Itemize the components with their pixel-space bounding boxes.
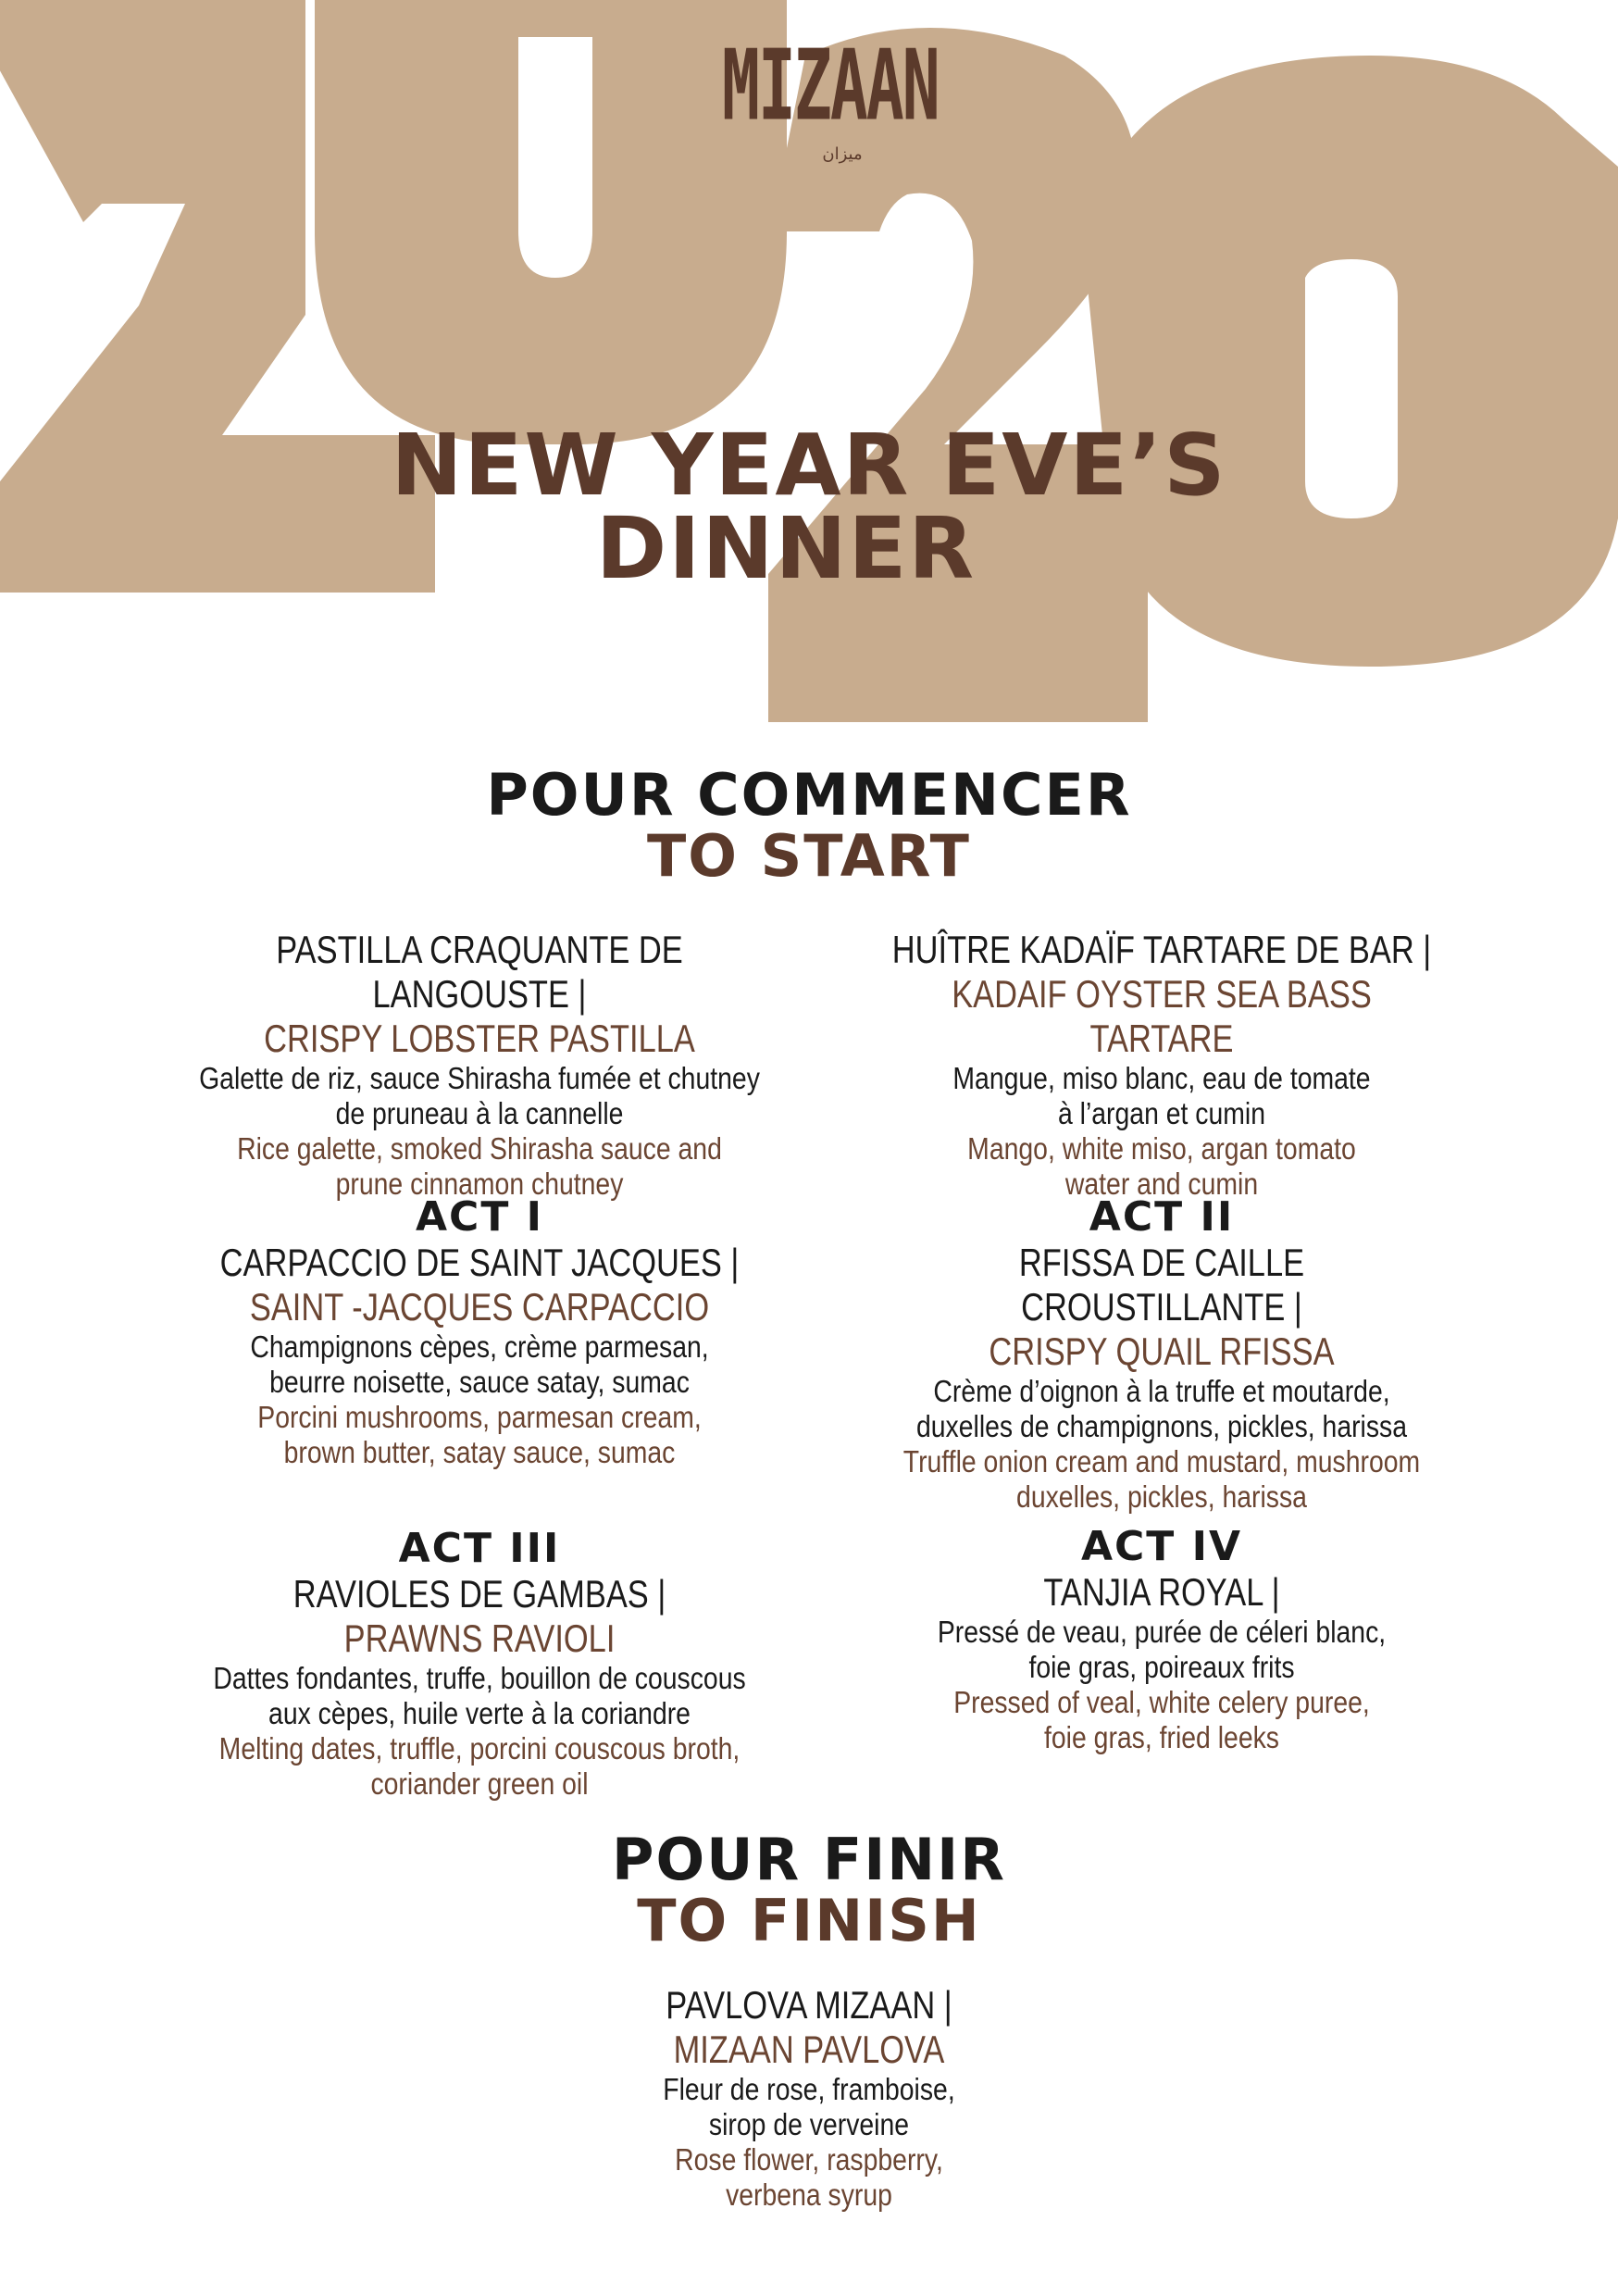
dish-desc-fr: Crème d’oignon à la truffe et moutarde, [933, 1374, 1390, 1408]
dish-title-en: KADAIF OYSTER SEA BASS TARTARE [952, 972, 1372, 1060]
act-label: ACT I [415, 1193, 544, 1241]
dish-desc-fr: Mangue, miso blanc, eau de tomate [952, 1061, 1371, 1095]
dish-desc-en: Pressed of veal, white celery puree, [953, 1685, 1370, 1719]
act-label: ACT II [1089, 1193, 1235, 1241]
dish-desc-en: foie gras, fried leeks [1044, 1720, 1279, 1754]
dish-desc-en: duxelles, pickles, harissa [1016, 1479, 1307, 1514]
dish-act-1 [146, 1194, 813, 1470]
dish-desc-en: verbena syrup [726, 2177, 892, 2212]
section-heading-fr: POUR COMMENCER [486, 761, 1132, 829]
dish-title-fr: PASTILLA CRAQUANTE DE LANGOUSTE | [276, 928, 683, 1016]
dish-desc-fr: Dattes fondantes, truffe, bouillon de couscous [213, 1661, 746, 1695]
section-start-heading [0, 761, 1618, 890]
dish-title-fr: RFISSA DE CAILLE CROUSTILLANTE | [1018, 1241, 1305, 1329]
dish-title-fr: TANJIA ROYAL | [1043, 1570, 1280, 1614]
section-heading-en: TO START [647, 822, 971, 890]
dish-desc-en: Melting dates, truffle, porcini couscous broth, [218, 1731, 741, 1766]
event-title-line2: DINNER [595, 499, 977, 598]
dish-title-en: MIZAAN PAVLOVA [673, 2028, 945, 2071]
section-heading-en: TO FINISH [637, 1887, 981, 1954]
dish-desc-fr: Galette de riz, sauce Shirasha fumée et chutney [199, 1061, 760, 1095]
dish-desc-en: Porcini mushrooms, parmesan cream, [257, 1400, 702, 1434]
dish-act-3 [146, 1526, 813, 1802]
dish-desc-fr: Pressé de veau, purée de céleri blanc, [937, 1615, 1387, 1649]
dish-title-fr: CARPACCIO DE SAINT JACQUES | [219, 1241, 740, 1284]
dish-desc-en: water and cumin [1064, 1167, 1259, 1201]
logo-wordmark: MIZAAN [722, 30, 939, 144]
dish-desc-en: coriander green oil [370, 1766, 589, 1801]
dish-desc-fr: aux cèpes, huile verte à la coriandre [268, 1696, 691, 1730]
dish-desc-en: Mango, white miso, argan tomato [967, 1131, 1356, 1166]
dish-desc-fr: foie gras, poireaux frits [1028, 1650, 1295, 1684]
dish-lobster-pastilla [146, 928, 813, 1202]
dish-title-en: CRISPY LOBSTER PASTILLA [264, 1017, 695, 1060]
section-heading-fr: POUR FINIR [612, 1826, 1006, 1893]
dish-title-fr: HUÎTRE KADAÏF TARTARE DE BAR | [891, 928, 1432, 971]
dish-title-en: PRAWNS RAVIOLI [343, 1616, 616, 1660]
dish-desc-fr: beurre noisette, sauce satay, sumac [269, 1365, 690, 1399]
dish-desc-fr: de pruneau à la cannelle [335, 1096, 624, 1130]
dish-title-fr: PAVLOVA MIZAAN | [666, 1983, 952, 2027]
logo-arabic: ميزان [822, 144, 863, 164]
dish-act-4 [828, 1524, 1495, 1755]
event-title-line1: NEW YEAR EVE’S [391, 416, 1227, 515]
act-label: ACT IV [1080, 1523, 1243, 1570]
dish-desc-fr: Fleur de rose, framboise, [663, 2072, 955, 2106]
section-finish-heading [0, 1826, 1618, 1954]
dish-desc-en: Rose flower, raspberry, [675, 2142, 943, 2177]
dish-desc-en: Truffle onion cream and mustard, mushroom [902, 1444, 1421, 1479]
dish-desc-en: brown butter, satay sauce, sumac [283, 1435, 676, 1469]
dish-desc-fr: duxelles de champignons, pickles, harissa [915, 1409, 1408, 1443]
dish-title-fr: RAVIOLES DE GAMBAS | [292, 1572, 666, 1616]
act-label: ACT III [398, 1525, 561, 1572]
dish-pavlova [476, 1983, 1142, 2213]
event-title [0, 416, 1618, 598]
hero-banner [0, 0, 1618, 741]
dish-desc-fr: Champignons cèpes, crème parmesan, [250, 1329, 709, 1364]
dish-desc-fr: sirop de verveine [708, 2107, 910, 2141]
dish-title-en: CRISPY QUAIL RFISSA [989, 1329, 1335, 1373]
dish-desc-en: Rice galette, smoked Shirasha sauce and [237, 1131, 722, 1166]
dish-act-2 [828, 1194, 1495, 1515]
restaurant-logo [722, 30, 939, 164]
dish-title-en: SAINT -JACQUES CARPACCIO [249, 1285, 710, 1329]
dish-desc-en: prune cinnamon chutney [335, 1167, 624, 1201]
dish-desc-fr: à l’argan et cumin [1057, 1096, 1266, 1130]
dish-oyster-tartare [828, 928, 1495, 1202]
